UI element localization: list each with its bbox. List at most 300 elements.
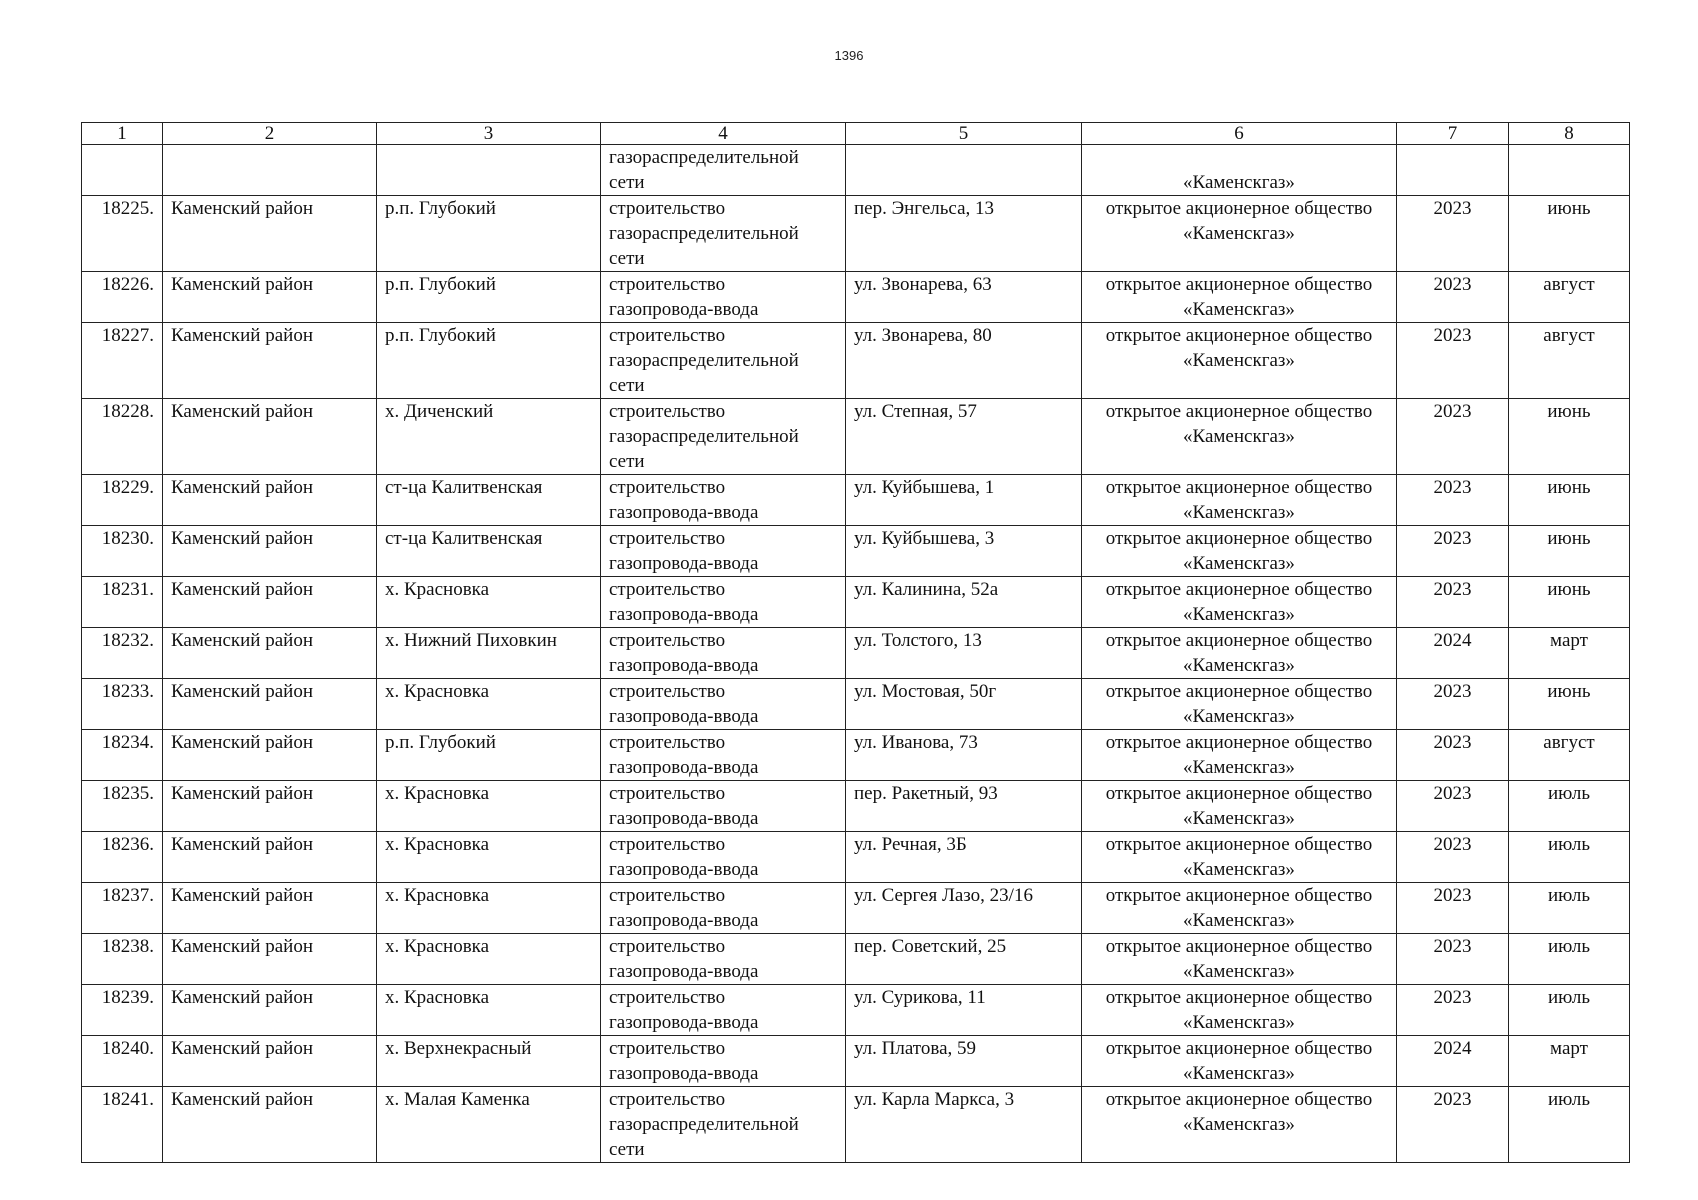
- work-type-cell: [601, 1036, 846, 1087]
- cell-text-line: 18233.: [101, 681, 154, 702]
- cell-text-line: 18227.: [101, 325, 154, 346]
- cell-text-line: ул. Калинина, 52а: [854, 579, 999, 600]
- row-number-cell: [82, 323, 163, 399]
- cell-text-line: ул. Речная, 3Б: [854, 834, 967, 855]
- row-number-cell: [82, 781, 163, 832]
- column-header: 4: [601, 123, 846, 145]
- month-cell: [1509, 781, 1630, 832]
- month-cell: [1509, 475, 1630, 526]
- organization-cell: [1082, 883, 1397, 934]
- cell-text-line: [1405, 145, 1500, 170]
- district-cell: [163, 781, 377, 832]
- month-cell: [1509, 399, 1630, 475]
- organization-cell: [1082, 475, 1397, 526]
- cell-text-line: открытое акционерное общество: [1105, 477, 1373, 498]
- cell-text-line: Каменский район: [171, 579, 313, 600]
- year-cell: [1397, 475, 1509, 526]
- table-row: [82, 272, 1630, 323]
- locality-cell: [377, 475, 601, 526]
- cell-text-line: р.п. Глубокий: [385, 274, 496, 295]
- month-cell: [1509, 832, 1630, 883]
- cell-text-line: ул. Толстого, 13: [854, 630, 982, 651]
- year-cell: [1397, 1036, 1509, 1087]
- cell-text-line: 18226.: [101, 274, 154, 295]
- cell-text-line: строительство: [609, 885, 726, 906]
- work-type-cell: [601, 323, 846, 399]
- work-type-cell: [601, 832, 846, 883]
- organization-cell: [1082, 934, 1397, 985]
- cell-text-line: «Каменскгаз»: [1183, 706, 1295, 727]
- cell-text-line: строительство: [609, 681, 726, 702]
- work-type-cell: [601, 145, 846, 196]
- year-cell: [1397, 679, 1509, 730]
- cell-text-line: август: [1543, 732, 1595, 753]
- cell-text-line: Каменский район: [171, 732, 313, 753]
- table-row: [82, 145, 1630, 196]
- cell-text-line: строительство: [609, 732, 726, 753]
- cell-text-line: март: [1550, 1038, 1588, 1059]
- cell-text-line: ул. Карла Маркса, 3: [854, 1089, 1015, 1110]
- cell-text-line: пер. Ракетный, 93: [854, 783, 998, 804]
- cell-text-line: х. Нижний Пиховкин: [385, 630, 557, 651]
- locality-cell: [377, 272, 601, 323]
- table-row: [82, 526, 1630, 577]
- cell-text-line: открытое акционерное общество: [1105, 325, 1373, 346]
- month-cell: [1509, 272, 1630, 323]
- locality-cell: [377, 526, 601, 577]
- district-cell: [163, 196, 377, 272]
- year-cell: [1397, 730, 1509, 781]
- cell-text-line: газопровода-ввода: [609, 808, 759, 829]
- month-cell: [1509, 1087, 1630, 1163]
- cell-text-line: сети: [609, 1139, 645, 1160]
- cell-text-line: х. Красновка: [385, 885, 490, 906]
- cell-text-line: газораспределительной: [609, 350, 799, 371]
- cell-text-line: х. Красновка: [385, 579, 490, 600]
- cell-text-line: газопровода-ввода: [609, 1063, 759, 1084]
- organization-cell: [1082, 577, 1397, 628]
- cell-text-line: «Каменскгаз»: [1183, 426, 1295, 447]
- cell-text-line: «Каменскгаз»: [1183, 859, 1295, 880]
- district-cell: [163, 985, 377, 1036]
- cell-text-line: «Каменскгаз»: [1183, 961, 1295, 982]
- cell-text-line: Каменский район: [171, 528, 313, 549]
- cell-text-line: «Каменскгаз»: [1183, 1012, 1295, 1033]
- cell-text-line: х. Диченский: [385, 401, 494, 422]
- year-cell: [1397, 985, 1509, 1036]
- cell-text-line: газопровода-ввода: [609, 961, 759, 982]
- cell-text-line: 18236.: [101, 834, 154, 855]
- cell-text-line: открытое акционерное общество: [1105, 885, 1373, 906]
- address-cell: [846, 985, 1082, 1036]
- cell-text-line: х. Малая Каменка: [385, 1089, 530, 1110]
- cell-text-line: июнь: [1547, 198, 1591, 219]
- district-cell: [163, 399, 377, 475]
- district-cell: [163, 679, 377, 730]
- year-cell: [1397, 577, 1509, 628]
- address-cell: [846, 730, 1082, 781]
- organization-cell: [1082, 985, 1397, 1036]
- organization-cell: [1082, 526, 1397, 577]
- address-cell: [846, 145, 1082, 196]
- locality-cell: [377, 1036, 601, 1087]
- address-cell: [846, 832, 1082, 883]
- cell-text-line: Каменский район: [171, 834, 313, 855]
- cell-text-line: открытое акционерное общество: [1105, 681, 1373, 702]
- cell-text-line: открытое акционерное общество: [1105, 630, 1373, 651]
- locality-cell: [377, 1087, 601, 1163]
- address-cell: [846, 272, 1082, 323]
- cell-text-line: ул. Куйбышева, 1: [854, 477, 995, 498]
- row-number-cell: [82, 730, 163, 781]
- row-number-cell: [82, 1036, 163, 1087]
- address-cell: [846, 323, 1082, 399]
- district-cell: [163, 628, 377, 679]
- row-number-cell: [82, 1087, 163, 1163]
- cell-text-line: пер. Советский, 25: [854, 936, 1007, 957]
- district-cell: [163, 832, 377, 883]
- table-row: [82, 399, 1630, 475]
- year-cell: [1397, 628, 1509, 679]
- row-number-cell: [82, 272, 163, 323]
- row-number-cell: [82, 475, 163, 526]
- cell-text-line: 18229.: [101, 477, 154, 498]
- cell-text-line: «Каменскгаз»: [1183, 502, 1295, 523]
- cell-text-line: Каменский район: [171, 1038, 313, 1059]
- organization-cell: [1082, 781, 1397, 832]
- cell-text-line: р.п. Глубокий: [385, 325, 496, 346]
- table-row: [82, 883, 1630, 934]
- cell-text-line: Каменский район: [171, 477, 313, 498]
- address-cell: [846, 781, 1082, 832]
- work-type-cell: [601, 196, 846, 272]
- address-cell: [846, 628, 1082, 679]
- cell-text-line: 2023: [1433, 274, 1472, 295]
- table-row: [82, 323, 1630, 399]
- organization-cell: [1082, 272, 1397, 323]
- cell-text-line: июнь: [1547, 681, 1591, 702]
- cell-text-line: строительство: [609, 783, 726, 804]
- work-type-cell: [601, 475, 846, 526]
- cell-text-line: август: [1543, 325, 1595, 346]
- district-cell: [163, 145, 377, 196]
- district-cell: [163, 272, 377, 323]
- district-cell: [163, 883, 377, 934]
- cell-text-line: открытое акционерное общество: [1105, 987, 1373, 1008]
- table-row: [82, 985, 1630, 1036]
- cell-text-line: газопровода-ввода: [609, 706, 759, 727]
- table-row: [82, 1036, 1630, 1087]
- cell-text-line: газопровода-ввода: [609, 502, 759, 523]
- cell-text-line: 2023: [1433, 401, 1472, 422]
- cell-text-line: июль: [1547, 783, 1591, 804]
- cell-text-line: строительство: [609, 401, 726, 422]
- work-type-cell: [601, 679, 846, 730]
- cell-text-line: строительство: [609, 274, 726, 295]
- month-cell: [1509, 730, 1630, 781]
- locality-cell: [377, 934, 601, 985]
- cell-text-line: пер. Энгельса, 13: [854, 198, 995, 219]
- cell-text-line: июль: [1547, 834, 1591, 855]
- cell-text-line: х. Верхнекрасный: [385, 1038, 532, 1059]
- cell-text-line: ул. Иванова, 73: [854, 732, 978, 753]
- cell-text-line: «Каменскгаз»: [1183, 757, 1295, 778]
- cell-text-line: открытое акционерное общество: [1105, 1038, 1373, 1059]
- cell-text-line: июль: [1547, 987, 1591, 1008]
- cell-text-line: газопровода-ввода: [609, 655, 759, 676]
- cell-text-line: «Каменскгаз»: [1183, 172, 1295, 193]
- cell-text-line: Каменский район: [171, 987, 313, 1008]
- cell-text-line: сети: [609, 248, 645, 269]
- cell-text-line: «Каменскгаз»: [1183, 1063, 1295, 1084]
- year-cell: [1397, 832, 1509, 883]
- row-number-cell: [82, 832, 163, 883]
- cell-text-line: Каменский район: [171, 198, 313, 219]
- cell-text-line: 18234.: [101, 732, 154, 753]
- cell-text-line: ст-ца Калитвенская: [385, 477, 543, 498]
- cell-text-line: х. Красновка: [385, 987, 490, 1008]
- cell-text-line: Каменский район: [171, 274, 313, 295]
- address-cell: [846, 679, 1082, 730]
- year-cell: [1397, 399, 1509, 475]
- table-row: [82, 679, 1630, 730]
- cell-text-line: июнь: [1547, 579, 1591, 600]
- cell-text-line: открытое акционерное общество: [1105, 274, 1373, 295]
- cell-text-line: «Каменскгаз»: [1183, 604, 1295, 625]
- cell-text-line: х. Красновка: [385, 681, 490, 702]
- table-row: [82, 934, 1630, 985]
- cell-text-line: [854, 145, 1073, 170]
- locality-cell: [377, 730, 601, 781]
- cell-text-line: «Каменскгаз»: [1183, 1114, 1295, 1135]
- cell-text-line: 18238.: [101, 936, 154, 957]
- cell-text-line: Каменский район: [171, 630, 313, 651]
- row-number-cell: [82, 145, 163, 196]
- column-header: 2: [163, 123, 377, 145]
- work-type-cell: [601, 1087, 846, 1163]
- cell-text-line: Каменский район: [171, 783, 313, 804]
- locality-cell: [377, 679, 601, 730]
- cell-text-line: 2023: [1433, 579, 1472, 600]
- month-cell: [1509, 679, 1630, 730]
- year-cell: [1397, 323, 1509, 399]
- row-number-cell: [82, 934, 163, 985]
- cell-text-line: ул. Куйбышева, 3: [854, 528, 995, 549]
- organization-cell: [1082, 679, 1397, 730]
- row-number-cell: [82, 526, 163, 577]
- cell-text-line: ст-ца Калитвенская: [385, 528, 543, 549]
- cell-text-line: строительство: [609, 198, 726, 219]
- cell-text-line: 2023: [1433, 885, 1472, 906]
- month-cell: [1509, 526, 1630, 577]
- cell-text-line: открытое акционерное общество: [1105, 783, 1373, 804]
- cell-text-line: июнь: [1547, 401, 1591, 422]
- district-cell: [163, 1087, 377, 1163]
- cell-text-line: 2023: [1433, 681, 1472, 702]
- cell-text-line: строительство: [609, 325, 726, 346]
- cell-text-line: сети: [609, 451, 645, 472]
- locality-cell: [377, 196, 601, 272]
- table-row: [82, 196, 1630, 272]
- cell-text-line: 2023: [1433, 198, 1472, 219]
- cell-text-line: «Каменскгаз»: [1183, 223, 1295, 244]
- cell-text-line: р.п. Глубокий: [385, 732, 496, 753]
- organization-cell: [1082, 145, 1397, 196]
- month-cell: [1509, 145, 1630, 196]
- locality-cell: [377, 781, 601, 832]
- cell-text-line: газопровода-ввода: [609, 910, 759, 931]
- address-cell: [846, 883, 1082, 934]
- district-cell: [163, 577, 377, 628]
- cell-text-line: август: [1543, 274, 1595, 295]
- cell-text-line: строительство: [609, 1038, 726, 1059]
- cell-text-line: 18228.: [101, 401, 154, 422]
- cell-text-line: газораспределительной: [609, 223, 799, 244]
- column-header: 8: [1509, 123, 1630, 145]
- cell-text-line: ул. Звонарева, 63: [854, 274, 992, 295]
- cell-text-line: х. Красновка: [385, 783, 490, 804]
- cell-text-line: открытое акционерное общество: [1105, 732, 1373, 753]
- cell-text-line: газопровода-ввода: [609, 859, 759, 880]
- cell-text-line: 2023: [1433, 936, 1472, 957]
- cell-text-line: строительство: [609, 579, 726, 600]
- cell-text-line: строительство: [609, 528, 726, 549]
- work-type-cell: [601, 883, 846, 934]
- cell-text-line: открытое акционерное общество: [1105, 936, 1373, 957]
- district-cell: [163, 730, 377, 781]
- table-row: [82, 628, 1630, 679]
- cell-text-line: х. Красновка: [385, 834, 490, 855]
- column-header: 6: [1082, 123, 1397, 145]
- month-cell: [1509, 985, 1630, 1036]
- cell-text-line: газопровода-ввода: [609, 757, 759, 778]
- column-header: 1: [82, 123, 163, 145]
- month-cell: [1509, 934, 1630, 985]
- district-cell: [163, 526, 377, 577]
- year-cell: [1397, 526, 1509, 577]
- cell-text-line: 18240.: [101, 1038, 154, 1059]
- address-cell: [846, 526, 1082, 577]
- cell-text-line: 18232.: [101, 630, 154, 651]
- cell-text-line: «Каменскгаз»: [1183, 299, 1295, 320]
- work-type-cell: [601, 781, 846, 832]
- row-number-cell: [82, 196, 163, 272]
- locality-cell: [377, 628, 601, 679]
- cell-text-line: «Каменскгаз»: [1183, 808, 1295, 829]
- table-row: [82, 475, 1630, 526]
- locality-cell: [377, 145, 601, 196]
- cell-text-line: июнь: [1547, 528, 1591, 549]
- table-row: [82, 832, 1630, 883]
- month-cell: [1509, 323, 1630, 399]
- cell-text-line: строительство: [609, 477, 726, 498]
- district-cell: [163, 475, 377, 526]
- organization-cell: [1082, 628, 1397, 679]
- locality-cell: [377, 399, 601, 475]
- cell-text-line: 2023: [1433, 834, 1472, 855]
- cell-text-line: 18225.: [101, 198, 154, 219]
- cell-text-line: Каменский район: [171, 885, 313, 906]
- data-table: [81, 122, 1630, 1163]
- cell-text-line: ул. Сергея Лазо, 23/16: [854, 885, 1033, 906]
- locality-cell: [377, 323, 601, 399]
- cell-text-line: 18231.: [101, 579, 154, 600]
- address-cell: [846, 196, 1082, 272]
- row-number-cell: [82, 628, 163, 679]
- cell-text-line: март: [1550, 630, 1588, 651]
- row-number-cell: [82, 883, 163, 934]
- year-cell: [1397, 145, 1509, 196]
- address-cell: [846, 1087, 1082, 1163]
- cell-text-line: [1090, 145, 1388, 170]
- cell-text-line: 18235.: [101, 783, 154, 804]
- cell-text-line: «Каменскгаз»: [1183, 553, 1295, 574]
- work-type-cell: [601, 934, 846, 985]
- locality-cell: [377, 985, 601, 1036]
- cell-text-line: ул. Степная, 57: [854, 401, 977, 422]
- cell-text-line: 2023: [1433, 783, 1472, 804]
- column-header: 7: [1397, 123, 1509, 145]
- cell-text-line: газораспределительной: [609, 1114, 799, 1135]
- month-cell: [1509, 196, 1630, 272]
- address-cell: [846, 399, 1082, 475]
- work-type-cell: [601, 730, 846, 781]
- cell-text-line: «Каменскгаз»: [1183, 350, 1295, 371]
- cell-text-line: Каменский район: [171, 401, 313, 422]
- cell-text-line: Каменский район: [171, 1089, 313, 1110]
- cell-text-line: х. Красновка: [385, 936, 490, 957]
- cell-text-line: строительство: [609, 987, 726, 1008]
- year-cell: [1397, 272, 1509, 323]
- cell-text-line: ул. Мостовая, 50г: [854, 681, 997, 702]
- district-cell: [163, 934, 377, 985]
- cell-text-line: Каменский район: [171, 681, 313, 702]
- organization-cell: [1082, 1036, 1397, 1087]
- cell-text-line: ул. Сурикова, 11: [854, 987, 986, 1008]
- cell-text-line: 2023: [1433, 325, 1472, 346]
- cell-text-line: ул. Платова, 59: [854, 1038, 976, 1059]
- row-number-cell: [82, 399, 163, 475]
- column-header: 3: [377, 123, 601, 145]
- table-row: [82, 781, 1630, 832]
- year-cell: [1397, 883, 1509, 934]
- cell-text-line: 18237.: [101, 885, 154, 906]
- cell-text-line: р.п. Глубокий: [385, 198, 496, 219]
- cell-text-line: Каменский район: [171, 936, 313, 957]
- cell-text-line: 2023: [1433, 528, 1472, 549]
- cell-text-line: строительство: [609, 834, 726, 855]
- organization-cell: [1082, 196, 1397, 272]
- cell-text-line: 2023: [1433, 1089, 1472, 1110]
- cell-text-line: июль: [1547, 1089, 1591, 1110]
- work-type-cell: [601, 399, 846, 475]
- locality-cell: [377, 832, 601, 883]
- cell-text-line: 18230.: [101, 528, 154, 549]
- row-number-cell: [82, 985, 163, 1036]
- cell-text-line: 2023: [1433, 732, 1472, 753]
- cell-text-line: [171, 145, 368, 170]
- cell-text-line: сети: [609, 375, 645, 396]
- year-cell: [1397, 781, 1509, 832]
- cell-text-line: строительство: [609, 630, 726, 651]
- table-row: [82, 730, 1630, 781]
- table-header-row: [82, 123, 1630, 145]
- cell-text-line: газопровода-ввода: [609, 553, 759, 574]
- table-row: [82, 1087, 1630, 1163]
- cell-text-line: газопровода-ввода: [609, 1012, 759, 1033]
- row-number-cell: [82, 679, 163, 730]
- work-type-cell: [601, 628, 846, 679]
